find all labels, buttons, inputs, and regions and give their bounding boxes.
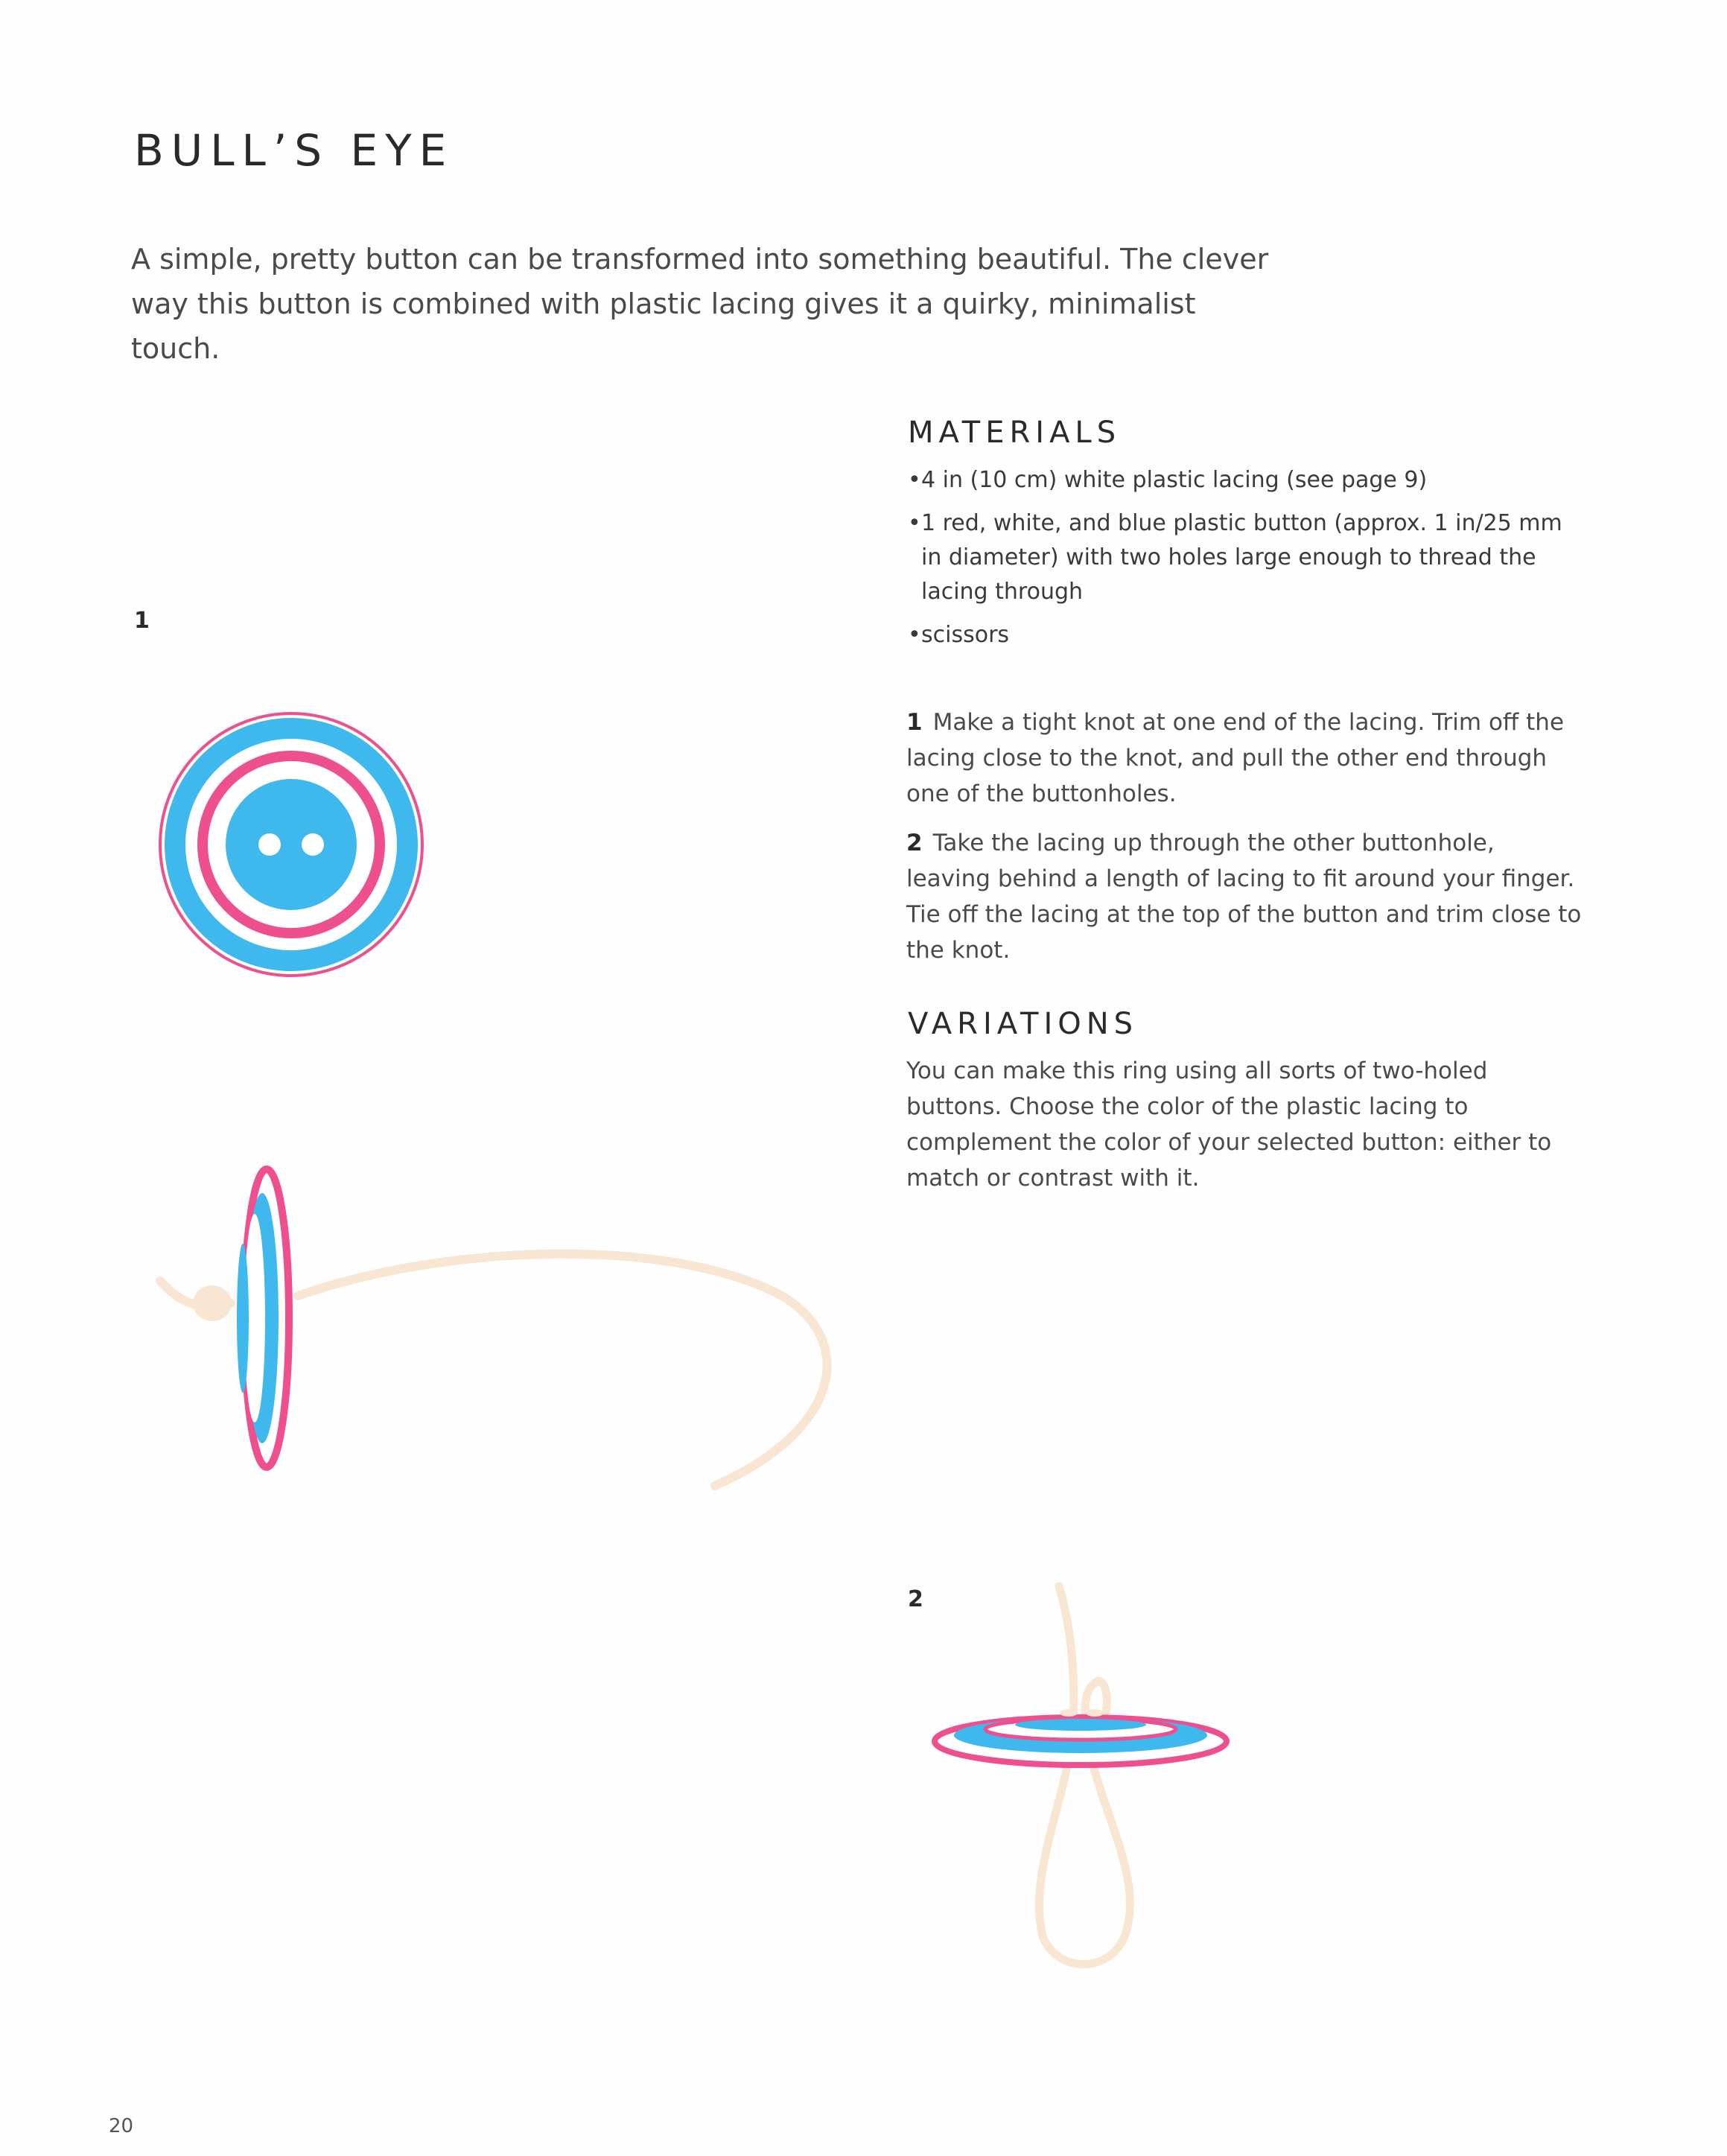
materials-heading: MATERIALS	[908, 416, 1122, 450]
page-title: BULL’S EYE	[134, 125, 454, 176]
knot	[193, 1285, 232, 1321]
variations-text: You can make this ring using all sorts of two-holed buttons. Choose the color of the plastic lacing to complement the color of your selected button: either to match or contrast with it.	[906, 1058, 1552, 1192]
step-number: 2	[906, 830, 923, 856]
step-number: 1	[906, 709, 923, 736]
button-front-illustration	[160, 713, 422, 976]
button-side-with-lacing-illustration	[160, 1169, 827, 1486]
buttonhole	[302, 833, 324, 856]
materials-item: • 1 red, white, and blue plastic button (approx. 1 in/25 mm in diameter) with two holes large enough to thread the lacing through	[908, 506, 1578, 609]
variations-heading: VARIATIONS	[908, 1007, 1139, 1041]
materials-item: • scissors	[908, 618, 1578, 652]
buttonhole	[258, 833, 281, 856]
figure-1-label: 1	[134, 608, 150, 634]
intro-paragraph: A simple, pretty button can be transformed into something beautiful. The clever way this button is combined with plastic lacing gives it a quirky, minimalist touch.	[131, 243, 1269, 365]
page-number: 20	[109, 2115, 134, 2137]
step-text: Make a tight knot at one end of the lacing. Trim off the lacing close to the knot, and pull the other end through one of the buttonholes.	[906, 709, 1565, 807]
materials-item: • 4 in (10 cm) white plastic lacing (see page 9)	[908, 463, 1578, 497]
finished-ring-illustration	[935, 1586, 1227, 1965]
step-text: Take the lacing up through the other buttonhole, leaving behind a length of lacing to fit around your finger. Tie off the lacing at the top of the button and trim close to the knot.	[906, 830, 1582, 964]
figure-2-label: 2	[908, 1586, 923, 1612]
